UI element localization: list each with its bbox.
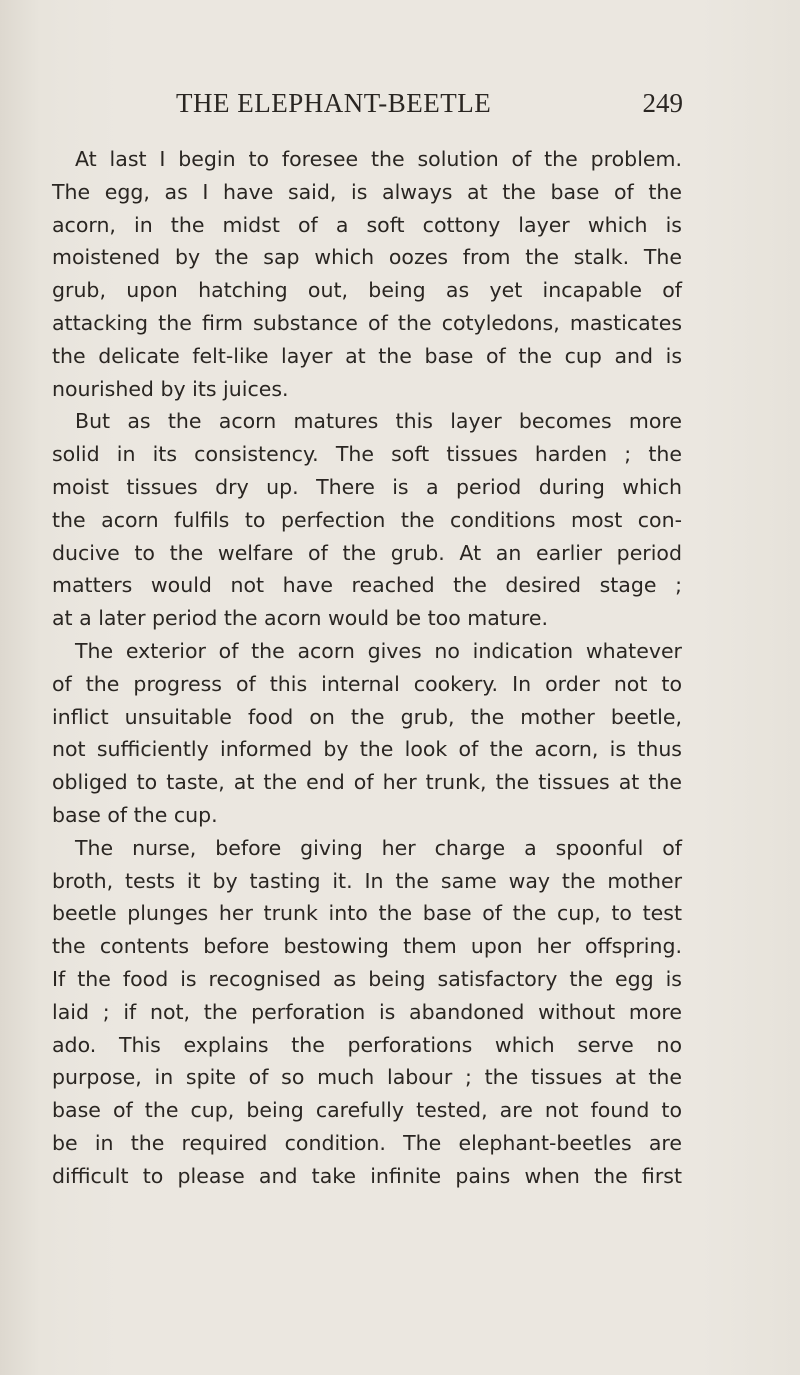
text-line: The nurse, before giving her charge a spoonful of: [75, 835, 682, 860]
text-line: ducive to the welfare of the grub. At an earlier period: [52, 540, 682, 565]
text-line: obliged to taste, at the end of her trunk, the tissues at the: [52, 770, 682, 795]
text-line: difficult to please and take infinite pains when the first: [52, 1163, 682, 1188]
running-head: [50, 88, 683, 128]
text-line: base of the cup.: [52, 802, 218, 827]
text-line: attacking the firm substance of the cotyledons, masticates: [52, 310, 682, 335]
text-line: laid ; if not, the perforation is abandoned without more: [52, 999, 682, 1024]
text-line: beetle plunges her trunk into the base of the cup, to test: [52, 901, 682, 926]
text-line: The exterior of the acorn gives no indication whatever: [75, 638, 682, 663]
text-line: At last I begin to foresee the solution of the problem.: [75, 147, 682, 171]
text-line: The egg, as I have said, is always at the base of the: [52, 179, 682, 204]
text-line: the delicate felt-like layer at the base of the cup and is: [52, 343, 682, 368]
text-line: matters would not have reached the desired stage ;: [52, 573, 682, 598]
text-line: be in the required condition. The elephant-beetles are: [52, 1130, 682, 1155]
text-line: purpose, in spite of so much labour ; the tissues at the: [52, 1065, 682, 1090]
text-line: But as the acorn matures this layer becomes more: [75, 409, 682, 434]
text-line: nourished by its juices.: [52, 376, 289, 401]
text-line: moistened by the sap which oozes from the stalk. The: [52, 245, 682, 270]
text-line: ado. This explains the perforations which serve no: [52, 1032, 682, 1057]
text-line: of the progress of this internal cookery. In order not to: [52, 671, 682, 696]
text-line: moist tissues dry up. There is a period during which: [52, 474, 682, 499]
text-line: solid in its consistency. The soft tissues harden ; the: [52, 442, 682, 467]
text-line: If the food is recognised as being satisfactory the egg is: [52, 966, 682, 991]
text-line: the acorn fulfils to perfection the conditions most con-: [52, 507, 682, 532]
text-line: the contents before bestowing them upon her offspring.: [52, 934, 682, 959]
text-line: grub, upon hatching out, being as yet incapable of: [52, 278, 682, 303]
text-line: at a later period the acorn would be too mature.: [52, 606, 548, 631]
text-line: inflict unsuitable food on the grub, the mother beetle,: [52, 704, 682, 729]
text-line: broth, tests it by tasting it. In the same way the mother: [52, 868, 682, 893]
text-line: not sufficiently informed by the look of the acorn, is thus: [52, 737, 682, 762]
text-line: base of the cup, being carefully tested, are not found to: [52, 1098, 682, 1123]
body-text: [52, 143, 682, 1193]
running-title: THE ELEPHANT-BEETLE: [176, 88, 492, 118]
text-line: acorn, in the midst of a soft cottony layer which is: [52, 212, 682, 237]
page-number: 249: [642, 88, 683, 118]
